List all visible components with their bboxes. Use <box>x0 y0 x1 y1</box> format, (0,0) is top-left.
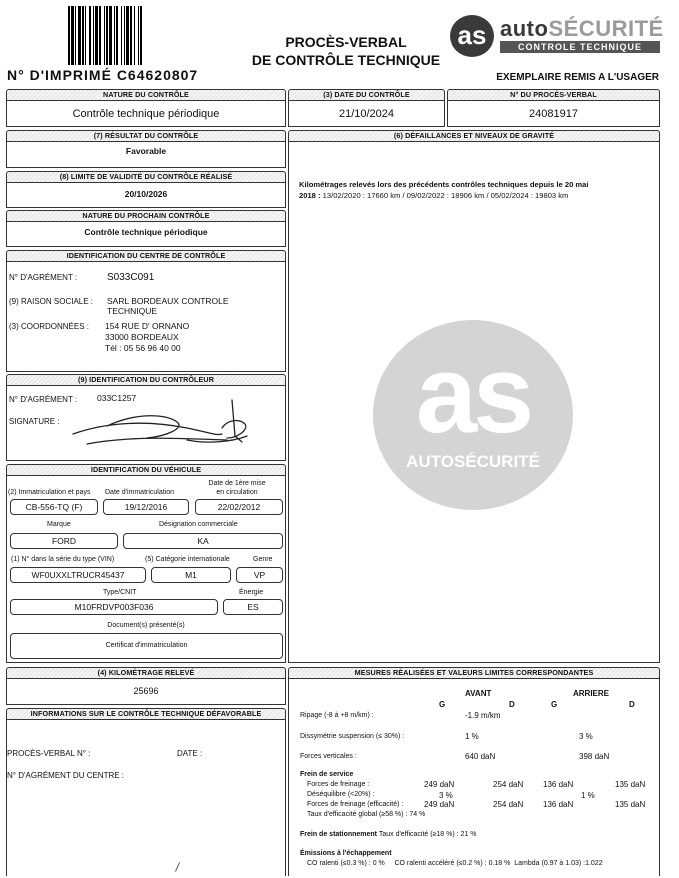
designation-label: Désignation commerciale <box>159 521 238 528</box>
energie-field: ES <box>223 599 283 615</box>
next-control-value: Contrôle technique périodique <box>84 227 208 237</box>
coord-line1: 154 RUE D' ORNANO <box>105 321 190 331</box>
logo-tagline: CONTROLE TECHNIQUE <box>500 41 660 53</box>
genre-label: Genre <box>253 556 273 563</box>
ripage-value: -1.9 m/km <box>465 711 501 720</box>
km-history-line2 <box>299 192 568 201</box>
first-circ-label-b: en circulation <box>216 489 258 496</box>
km-history-values: 13/02/2020 : 17660 km / 09/02/2022 : 18906 km / 05/02/2024 : 19803 km <box>320 191 569 200</box>
pv-value: 24081917 <box>529 108 578 120</box>
immat-label: (2) Immatriculation et pays <box>8 489 91 496</box>
ffe-label: Forces de freinage (efficacité) : <box>307 801 404 808</box>
coord-label: (3) COORDONNÉES : <box>9 322 90 331</box>
col-arriere: ARRIERE <box>573 689 610 698</box>
date-immat-field: 19/12/2016 <box>103 499 189 515</box>
docs-label: Document(s) présenté(s) <box>107 622 185 629</box>
date-box <box>288 100 445 127</box>
deseq-label: Déséquilibre (<20%) : <box>307 791 375 798</box>
unfav-agrement-label: N° D'AGRÉMENT DU CENTRE : <box>7 771 125 780</box>
col-arriere-d: D <box>629 700 635 709</box>
docs-field <box>10 633 283 659</box>
dissym-av: 1 % <box>465 732 479 741</box>
ffe-ar-g: 136 daN <box>543 800 574 809</box>
categorie-field: M1 <box>151 567 231 583</box>
forces-vert-label: Forces verticales : <box>300 753 357 760</box>
nature-box <box>6 100 286 127</box>
km-box <box>6 678 286 705</box>
unfavorable-box <box>6 719 286 876</box>
logo-name-part2: SÉCURITÉ <box>548 16 664 41</box>
pv-header: N° DU PROCÈS-VERBAL <box>447 89 660 100</box>
copy-label: EXEMPLAIRE REMIS A L'USAGER <box>496 72 659 83</box>
stationnement-label: Frein de stationnement <box>300 831 378 838</box>
unfavorable-header: INFORMATIONS SUR LE CONTRÔLE TECHNIQUE DÉFAVORABLE <box>6 708 286 719</box>
ff-av-g: 249 daN <box>424 780 455 789</box>
ff-ar-d: 135 daN <box>615 780 646 789</box>
center-agrement-value: S033C091 <box>107 272 155 283</box>
taux-global: Taux d'efficacité global (≥58 %) : 74 % <box>307 811 426 818</box>
autosecurite-logo <box>450 14 665 60</box>
date-value: 21/10/2024 <box>338 108 395 120</box>
logo-mark: as <box>457 20 487 50</box>
docs-value: Certificat d'immatriculation <box>105 642 188 649</box>
result-header: (7) RÉSULTAT DU CONTRÔLE <box>6 130 286 141</box>
defects-header: (6) DÉFAILLANCES ET NIVEAUX DE GRAVITÉ <box>288 130 660 141</box>
center-id-header: IDENTIFICATION DU CENTRE DE CONTRÔLE <box>6 250 286 261</box>
pen-mark <box>175 862 180 871</box>
measures-box <box>288 678 660 876</box>
next-control-box <box>6 221 286 247</box>
km-header: (4) KILOMÉTRAGE RELEVÉ <box>6 667 286 678</box>
col-avant: AVANT <box>465 689 492 698</box>
col-avant-d: D <box>509 700 515 709</box>
raison-label: (9) RAISON SOCIALE : <box>9 297 94 306</box>
controller-header: (9) IDENTIFICATION DU CONTRÔLEUR <box>6 374 286 385</box>
next-control-header: NATURE DU PROCHAIN CONTRÔLE <box>6 210 286 221</box>
print-number: N° D'IMPRIMÉ C64620807 <box>7 67 199 83</box>
stationnement-line <box>300 831 477 839</box>
validity-box <box>6 182 286 208</box>
watermark-name: AUTOSÉCURITÉ <box>406 452 540 471</box>
doc-title-line1: PROCÈS-VERBAL <box>285 34 407 50</box>
deseq-av: 3 % <box>439 791 453 800</box>
nature-value: Contrôle technique périodique <box>72 108 220 120</box>
dissym-ar: 3 % <box>579 732 593 741</box>
ffe-ar-d: 135 daN <box>615 800 646 809</box>
ffe-av-d: 254 daN <box>493 800 524 809</box>
ripage-label: Ripage (-8 à +8 m/km) : <box>300 712 374 719</box>
col-arriere-g: G <box>551 700 558 709</box>
frein-service-label: Frein de service <box>300 771 354 778</box>
cnit-field: M10FRDVP003F036 <box>10 599 218 615</box>
result-box <box>6 141 286 168</box>
vin-field: WF0UXXLTRUCR45437 <box>10 567 146 583</box>
coord-line3: Tél : 05 56 96 40 00 <box>105 343 181 353</box>
forces-freinage-label: Forces de freinage : <box>307 781 370 788</box>
ff-av-d: 254 daN <box>493 780 524 789</box>
center-agrement-label: N° D'AGRÉMENT : <box>9 273 78 282</box>
forces-vert-av: 640 daN <box>465 752 496 761</box>
logo-badge <box>450 15 494 57</box>
first-circ-field: 22/02/2012 <box>195 499 283 515</box>
validity-value: 20/10/2026 <box>124 189 168 199</box>
controller-agrement-label: N° D'AGRÉMENT : <box>9 395 78 404</box>
coord-line2: 33000 BORDEAUX <box>105 332 179 342</box>
measures-header: MESURES RÉALISÉES ET VALEURS LIMITES CORRESPONDANTES <box>288 667 660 678</box>
signature-scribble <box>67 392 267 454</box>
vehicle-box <box>6 475 286 663</box>
raison-line2: TECHNIQUE <box>107 306 158 316</box>
logo-name-part1: auto <box>500 16 549 41</box>
watermark-mark: as <box>415 333 531 456</box>
vehicle-header: IDENTIFICATION DU VÉHICULE <box>6 464 286 475</box>
signature-label: SIGNATURE : <box>9 417 60 426</box>
immat-field: CB-556-TQ (F) <box>10 499 98 515</box>
marque-field: FORD <box>10 533 118 549</box>
km-history-line1: Kilométrages relevés lors des précédents contrôles techniques depuis le 20 mai <box>299 180 589 189</box>
ff-ar-g: 136 daN <box>543 780 574 789</box>
categorie-label: (5) Catégorie internationale <box>145 556 230 563</box>
result-value: Favorable <box>125 146 167 156</box>
ffe-av-g: 249 daN <box>424 800 455 809</box>
stationnement-value: Taux d'efficacité (≥18 %) : 21 % <box>377 831 477 838</box>
raison-line1: SARL BORDEAUX CONTROLE <box>107 296 229 306</box>
date-header: (3) DATE DU CONTRÔLE <box>288 89 445 100</box>
vin-label: (1) N° dans la série du type (VIN) <box>11 556 115 563</box>
forces-vert-ar: 398 daN <box>579 752 610 761</box>
unfav-pv-label: PROCÈS-VERBAL N° : <box>7 749 91 758</box>
doc-title-line2: DE CONTRÔLE TECHNIQUE <box>251 52 441 68</box>
barcode <box>67 6 192 65</box>
nature-header: NATURE DU CONTRÔLE <box>6 89 286 100</box>
km-value: 25696 <box>133 686 159 696</box>
date-immat-label: Date d'immatriculation <box>105 489 175 496</box>
defects-box <box>288 141 660 663</box>
energie-label: Énergie <box>239 589 264 596</box>
col-avant-g: G <box>439 700 446 709</box>
watermark-logo <box>373 320 573 510</box>
controller-box <box>6 385 286 461</box>
deseq-ar: 1 % <box>581 791 595 800</box>
dissym-label: Dissymétrie suspension (≤ 30%) : <box>300 733 405 740</box>
center-id-box <box>6 261 286 372</box>
first-circ-label-a: Date de 1ère mise <box>208 480 266 487</box>
unfav-date-label: DATE : <box>177 749 203 758</box>
emissions-line: CO ralenti (≤0.3 %) : 0 % CO ralenti accéléré (≤0.2 %) : 0.18 % Lambda (0.97 à 1.03) :1.022 <box>307 860 603 867</box>
designation-field: KA <box>123 533 283 549</box>
pv-box <box>447 100 660 127</box>
cnit-label: Type/CNIT <box>103 589 137 596</box>
emissions-label: Émissions à l'échappement <box>300 850 392 857</box>
km-history-year: 2018 : <box>299 191 321 200</box>
controller-agrement-value: 033C1257 <box>97 393 137 403</box>
validity-header: (8) LIMITE DE VALIDITÉ DU CONTRÔLE RÉALISÉ <box>6 171 286 182</box>
marque-label: Marque <box>47 521 71 528</box>
logo-name <box>500 16 664 41</box>
genre-field: VP <box>236 567 283 583</box>
